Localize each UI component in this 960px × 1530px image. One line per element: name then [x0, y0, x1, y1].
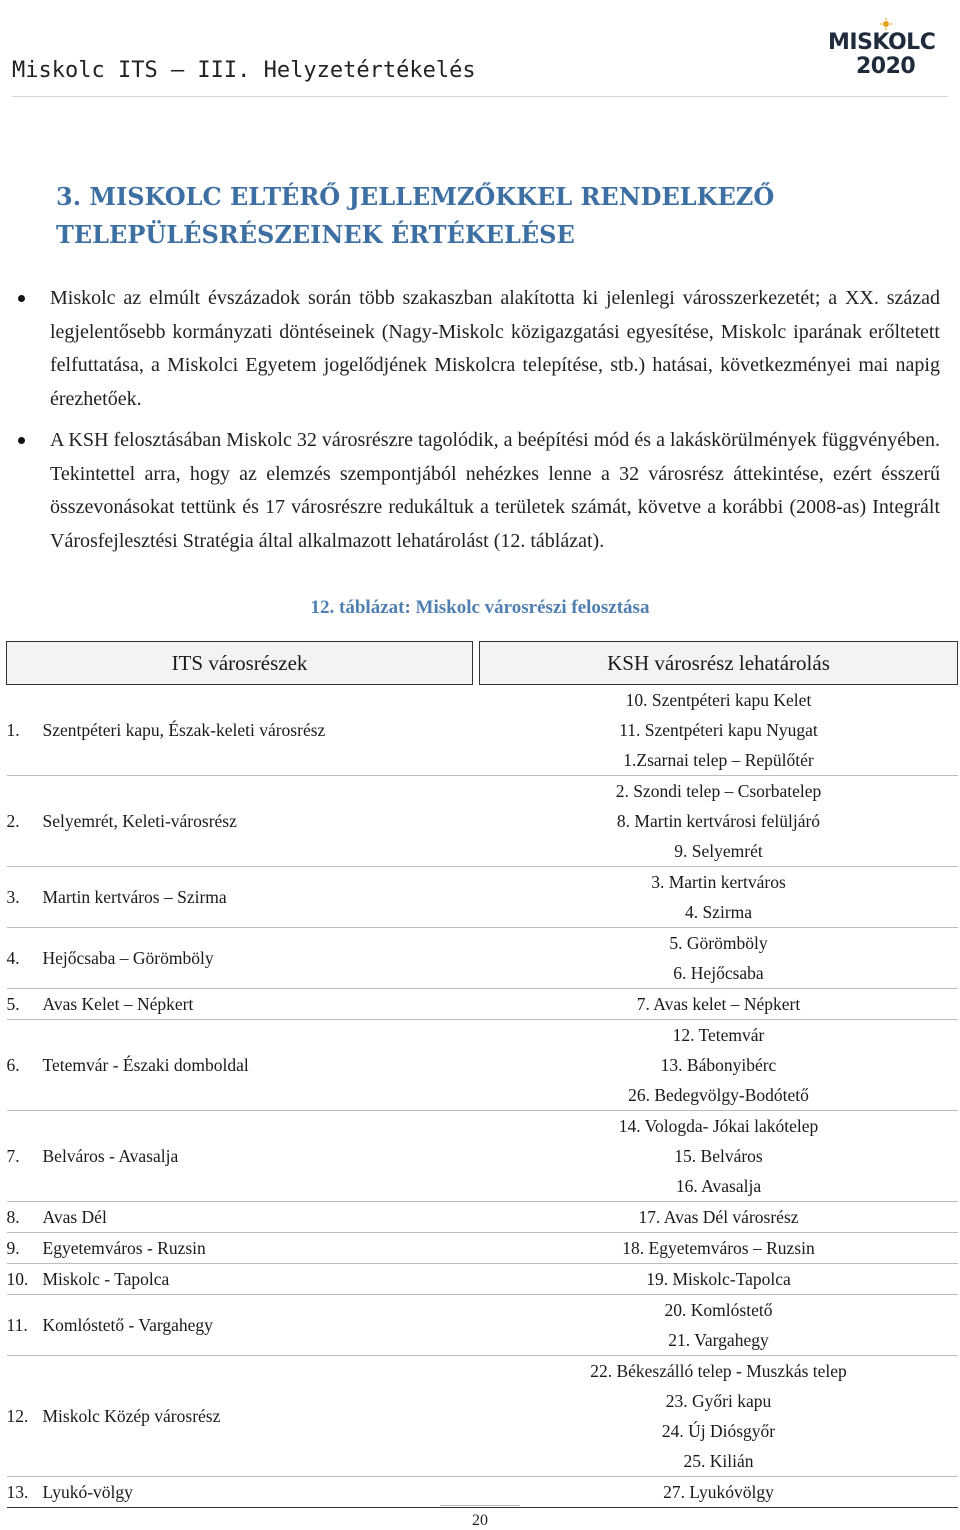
ksh-districts-cell	[480, 989, 958, 1020]
table-row	[7, 867, 958, 928]
its-district-number: 9.	[6, 1237, 20, 1258]
logo-text-2020: 2020	[856, 54, 916, 79]
ksh-district-item: 8. Martin kertvárosi felüljáró	[616, 811, 821, 831]
ksh-districts-cell	[480, 1295, 958, 1356]
ksh-district-item: 15. Belváros	[674, 1146, 763, 1166]
footer-divider	[440, 1505, 520, 1506]
its-district-name: Tetemvár - Északi domboldal	[42, 1054, 249, 1075]
its-district-number: 2.	[6, 810, 20, 831]
ksh-district-item: 22. Békeszálló telep - Muszkás telep	[590, 1361, 847, 1381]
its-district-cell	[7, 1295, 480, 1356]
ksh-district-item: 12. Tetemvár	[672, 1025, 765, 1045]
table-row	[7, 1233, 958, 1264]
its-district-name: Belváros - Avasalja	[42, 1145, 179, 1166]
section-heading: 3. MISKOLC ELTÉRŐ JELLEMZŐKKEL RENDELKEZŐ TELEPÜLÉSRÉSZEINEK ÉRTÉKELÉSE	[56, 182, 775, 249]
table-row	[7, 685, 958, 776]
ksh-district-item: 26. Bedegvölgy-Bodótető	[628, 1085, 809, 1105]
ksh-districts-cell	[480, 776, 958, 867]
its-district-name: Avas Dél	[42, 1206, 107, 1227]
its-district-name: Hejőcsaba – Görömböly	[42, 947, 214, 968]
page-number: 20	[472, 1512, 488, 1529]
district-table	[6, 641, 958, 1508]
ksh-district-item: 7. Avas kelet – Népkert	[636, 994, 801, 1014]
ksh-districts-cell	[480, 1264, 958, 1295]
ksh-district-item: 24. Új Diósgyőr	[661, 1421, 776, 1441]
miskolc-2020-logo	[826, 18, 938, 80]
its-district-number: 5.	[6, 993, 20, 1014]
table-row	[7, 1264, 958, 1295]
ksh-district-item: 9. Selyemrét	[674, 841, 763, 861]
ksh-district-item: 5. Görömböly	[669, 933, 768, 953]
logo-text-miskolc: MISKOLC	[828, 30, 936, 55]
ksh-district-item: 16. Avasalja	[675, 1176, 762, 1196]
header-gap	[473, 642, 480, 685]
its-district-number: 13.	[6, 1481, 29, 1502]
ksh-district-item: 27. Lyukóvölgy	[663, 1482, 774, 1502]
table-header-row	[7, 642, 958, 685]
ksh-district-item: 3. Martin kertváros	[651, 872, 786, 892]
ksh-district-item: 1.Zsarnai telep – Repülőtér	[623, 750, 814, 770]
its-district-cell	[7, 776, 480, 867]
ksh-district-item: 23. Győri kapu	[665, 1391, 772, 1411]
its-district-cell	[7, 1356, 480, 1477]
its-district-cell	[7, 1477, 480, 1508]
table-row	[7, 928, 958, 989]
table-row	[7, 1356, 958, 1477]
ksh-districts-cell	[480, 685, 958, 776]
ksh-district-item: 13. Bábonyibérc	[660, 1055, 777, 1075]
table-row	[7, 1477, 958, 1508]
its-district-name: Komlóstető - Vargahegy	[42, 1314, 213, 1335]
ksh-districts-cell	[480, 1356, 958, 1477]
its-district-name: Miskolc Közép városrész	[42, 1405, 221, 1426]
its-district-cell	[7, 1111, 480, 1202]
ksh-district-item: 11. Szentpéteri kapu Nyugat	[619, 720, 818, 740]
ksh-district-item: 19. Miskolc-Tapolca	[646, 1269, 791, 1289]
its-district-name: Miskolc - Tapolca	[42, 1268, 170, 1289]
ksh-district-item: 14. Vologda- Jókai lakótelep	[618, 1116, 819, 1136]
table-body	[7, 685, 958, 1508]
its-district-name: Lyukó-völgy	[42, 1481, 133, 1502]
caption-text: táblázat: Miskolc városrészi felosztása	[339, 597, 650, 618]
table-row	[7, 1202, 958, 1233]
its-district-name: Selyemrét, Keleti-városrész	[42, 810, 237, 831]
table-row	[7, 989, 958, 1020]
its-district-number: 1.	[6, 719, 20, 740]
its-district-number: 8.	[6, 1206, 20, 1227]
logo-sun-icon	[880, 18, 892, 30]
its-district-cell	[7, 989, 480, 1020]
table-row	[7, 776, 958, 867]
ksh-districts-cell	[480, 1477, 958, 1508]
bullet-text: Miskolc az elmúlt évszázadok során több szakaszban alakította ki jelenlegi városszerkezetét; a XX. század legjelentősebb kormányzati döntéseinek (Nagy-Miskolc közigazgatási egyesítése, Miskolc iparának erőltetett felfuttatása, a Miskolci Egyetem jogelődjének Miskolcra telepítése, stb.) hatásai, következményei mai napig érezhetőek.	[50, 287, 940, 410]
its-district-cell	[7, 1233, 480, 1264]
its-district-cell	[7, 867, 480, 928]
ksh-district-item: 18. Egyetemváros – Ruzsin	[622, 1238, 815, 1258]
its-district-name: Avas Kelet – Népkert	[42, 993, 194, 1014]
ksh-districts-cell	[480, 1233, 958, 1264]
its-district-cell	[7, 928, 480, 989]
its-district-name: Martin kertváros – Szirma	[42, 886, 227, 907]
table-row	[7, 1295, 958, 1356]
table-row	[7, 1020, 958, 1111]
its-district-cell	[7, 1020, 480, 1111]
ksh-district-item: 25. Kilián	[683, 1451, 754, 1471]
ksh-district-item: 17. Avas Dél városrész	[638, 1207, 799, 1227]
ksh-district-item: 10. Szentpéteri kapu Kelet	[625, 690, 812, 710]
ksh-districts-cell	[480, 1020, 958, 1111]
ksh-districts-cell	[480, 1202, 958, 1233]
its-district-number: 4.	[6, 947, 20, 968]
column-header-ksh: KSH városrész lehatárolás	[480, 642, 958, 685]
bullet-item	[50, 424, 940, 558]
ksh-district-item: 4. Szirma	[684, 902, 753, 922]
ksh-district-item: 6. Hejőcsaba	[673, 963, 764, 983]
document-header-title: Miskolc ITS – III. Helyzetértékelés	[12, 58, 476, 83]
its-district-number: 6.	[6, 1054, 20, 1075]
its-district-cell	[7, 685, 480, 776]
its-district-name: Szentpéteri kapu, Észak-keleti városrész	[42, 719, 326, 740]
its-district-number: 3.	[6, 886, 20, 907]
ksh-district-item: 2. Szondi telep – Csorbatelep	[615, 781, 822, 801]
its-district-number: 11.	[6, 1314, 28, 1335]
bullet-dot-icon	[18, 295, 25, 302]
its-district-number: 7.	[6, 1145, 20, 1166]
its-district-number: 12.	[6, 1405, 29, 1426]
ksh-districts-cell	[480, 928, 958, 989]
ksh-districts-cell	[480, 1111, 958, 1202]
ksh-districts-cell	[480, 867, 958, 928]
caption-number: 12.	[310, 597, 335, 618]
table-caption	[0, 597, 960, 619]
bullet-item	[50, 282, 940, 416]
its-district-name: Egyetemváros - Ruzsin	[42, 1237, 206, 1258]
its-district-cell	[7, 1264, 480, 1295]
header-divider	[12, 96, 948, 97]
bullet-text: A KSH felosztásában Miskolc 32 városrészre tagolódik, a beépítési mód és a lakáskörülmények függvényében. Tekintettel arra, hogy az elemzés szempontjából nehézkes lenne a 32 városrész áttekintése, ezért ésszerű összevonásokat tettünk és 17 városrészre redukáltuk a területek számát, követve a korábbi (2008-as) Integrált Városfejlesztési Stratégia által alkalmazott lehatárolást (12. táblázat).	[50, 429, 940, 552]
ksh-district-item: 21. Vargahegy	[668, 1330, 769, 1350]
column-header-its: ITS városrészek	[7, 642, 473, 685]
bullet-dot-icon	[18, 437, 25, 444]
ksh-district-item: 20. Komlóstető	[664, 1300, 773, 1320]
table-row	[7, 1111, 958, 1202]
its-district-cell	[7, 1202, 480, 1233]
its-district-number: 10.	[6, 1268, 29, 1289]
